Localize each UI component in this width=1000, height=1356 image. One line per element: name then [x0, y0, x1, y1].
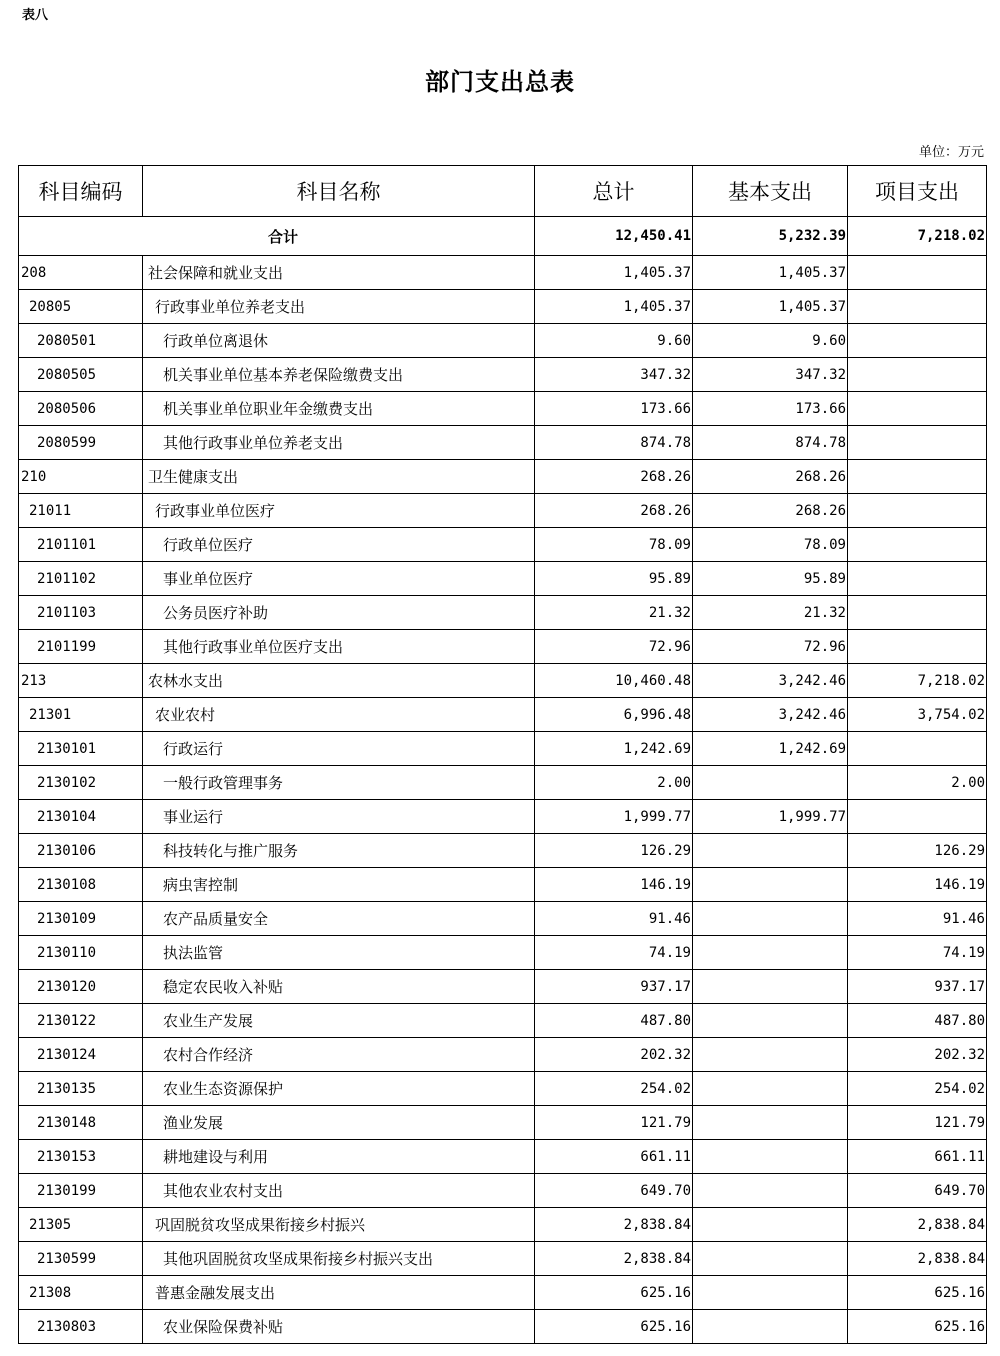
table-row — [19, 1140, 987, 1174]
row-code: 2080506 — [19, 392, 143, 426]
table-row — [19, 800, 987, 834]
row-total: 72.96 — [535, 630, 693, 664]
row-basic: 95.89 — [693, 562, 848, 596]
row-basic: 78.09 — [693, 528, 848, 562]
row-total: 202.32 — [535, 1038, 693, 1072]
row-code: 2130108 — [19, 868, 143, 902]
row-project — [848, 732, 987, 766]
row-project: 649.70 — [848, 1174, 987, 1208]
table-row — [19, 698, 987, 732]
row-basic: 268.26 — [693, 460, 848, 494]
row-name: 事业运行 — [143, 800, 535, 834]
row-total: 10,460.48 — [535, 664, 693, 698]
row-basic — [693, 1004, 848, 1038]
row-code: 2130135 — [19, 1072, 143, 1106]
row-total: 487.80 — [535, 1004, 693, 1038]
row-total: 1,405.37 — [535, 256, 693, 290]
row-project: 146.19 — [848, 868, 987, 902]
row-basic — [693, 834, 848, 868]
row-code: 2101103 — [19, 596, 143, 630]
row-basic — [693, 970, 848, 1004]
row-code: 21308 — [19, 1276, 143, 1310]
row-basic — [693, 1072, 848, 1106]
table-row — [19, 562, 987, 596]
row-name: 卫生健康支出 — [143, 460, 535, 494]
row-basic: 874.78 — [693, 426, 848, 460]
row-code: 2101101 — [19, 528, 143, 562]
row-total: 1,999.77 — [535, 800, 693, 834]
row-basic: 1,405.37 — [693, 256, 848, 290]
row-project — [848, 324, 987, 358]
row-project: 254.02 — [848, 1072, 987, 1106]
row-code: 2130124 — [19, 1038, 143, 1072]
table-row — [19, 664, 987, 698]
row-code: 2130803 — [19, 1310, 143, 1344]
row-code: 2080599 — [19, 426, 143, 460]
table-row — [19, 1072, 987, 1106]
row-total: 121.79 — [535, 1106, 693, 1140]
row-total: 2,838.84 — [535, 1208, 693, 1242]
table-row — [19, 494, 987, 528]
table-row — [19, 596, 987, 630]
table-row — [19, 1310, 987, 1344]
row-basic — [693, 1242, 848, 1276]
table-row — [19, 1106, 987, 1140]
row-code: 2130101 — [19, 732, 143, 766]
row-name: 行政运行 — [143, 732, 535, 766]
row-basic — [693, 1310, 848, 1344]
table-row — [19, 392, 987, 426]
row-project: 126.29 — [848, 834, 987, 868]
row-project — [848, 392, 987, 426]
row-name: 执法监管 — [143, 936, 535, 970]
row-total: 2,838.84 — [535, 1242, 693, 1276]
row-basic: 3,242.46 — [693, 698, 848, 732]
total-project: 7,218.02 — [848, 217, 987, 256]
row-total: 1,405.37 — [535, 290, 693, 324]
row-project: 2.00 — [848, 766, 987, 800]
row-code: 210 — [19, 460, 143, 494]
row-name: 行政单位离退休 — [143, 324, 535, 358]
total-row — [19, 217, 987, 256]
unit-label: 单位：万元 — [918, 145, 984, 160]
row-basic — [693, 868, 848, 902]
row-code: 2130106 — [19, 834, 143, 868]
table-row — [19, 834, 987, 868]
row-name: 一般行政管理事务 — [143, 766, 535, 800]
row-project — [848, 256, 987, 290]
row-total: 625.16 — [535, 1310, 693, 1344]
row-basic: 173.66 — [693, 392, 848, 426]
row-total: 625.16 — [535, 1276, 693, 1310]
row-name: 农产品质量安全 — [143, 902, 535, 936]
table-row — [19, 970, 987, 1004]
table-row — [19, 902, 987, 936]
row-project — [848, 290, 987, 324]
row-code: 2130104 — [19, 800, 143, 834]
row-name: 病虫害控制 — [143, 868, 535, 902]
row-name: 农业农村 — [143, 698, 535, 732]
row-name: 行政单位医疗 — [143, 528, 535, 562]
row-total: 21.32 — [535, 596, 693, 630]
row-project — [848, 596, 987, 630]
row-basic — [693, 936, 848, 970]
table-row — [19, 1208, 987, 1242]
row-name: 科技转化与推广服务 — [143, 834, 535, 868]
row-total: 661.11 — [535, 1140, 693, 1174]
row-name: 农业生态资源保护 — [143, 1072, 535, 1106]
row-total: 6,996.48 — [535, 698, 693, 732]
table-row — [19, 1174, 987, 1208]
row-basic: 268.26 — [693, 494, 848, 528]
row-basic: 72.96 — [693, 630, 848, 664]
row-total: 347.32 — [535, 358, 693, 392]
row-project — [848, 562, 987, 596]
row-project: 487.80 — [848, 1004, 987, 1038]
row-basic: 9.60 — [693, 324, 848, 358]
row-name: 公务员医疗补助 — [143, 596, 535, 630]
row-code: 2130148 — [19, 1106, 143, 1140]
row-code: 213 — [19, 664, 143, 698]
row-name: 其他行政事业单位养老支出 — [143, 426, 535, 460]
row-basic — [693, 1106, 848, 1140]
expenditure-table — [18, 165, 987, 1344]
table-row — [19, 460, 987, 494]
row-code: 21305 — [19, 1208, 143, 1242]
row-total: 874.78 — [535, 426, 693, 460]
row-code: 208 — [19, 256, 143, 290]
total-basic: 5,232.39 — [693, 217, 848, 256]
row-project — [848, 460, 987, 494]
column-header-name: 科目名称 — [143, 166, 535, 217]
row-basic — [693, 1208, 848, 1242]
row-code: 2130109 — [19, 902, 143, 936]
row-total: 254.02 — [535, 1072, 693, 1106]
row-project: 2,838.84 — [848, 1208, 987, 1242]
row-project: 121.79 — [848, 1106, 987, 1140]
row-name: 其他行政事业单位医疗支出 — [143, 630, 535, 664]
header-row — [19, 166, 987, 217]
row-code: 2130199 — [19, 1174, 143, 1208]
row-code: 2080501 — [19, 324, 143, 358]
row-total: 937.17 — [535, 970, 693, 1004]
row-basic — [693, 1174, 848, 1208]
row-total: 268.26 — [535, 494, 693, 528]
row-basic — [693, 1140, 848, 1174]
table-tag: 表八 — [22, 8, 49, 23]
table-row — [19, 1276, 987, 1310]
row-name: 事业单位医疗 — [143, 562, 535, 596]
row-code: 2130110 — [19, 936, 143, 970]
row-basic — [693, 1276, 848, 1310]
row-project: 3,754.02 — [848, 698, 987, 732]
row-basic: 1,999.77 — [693, 800, 848, 834]
table-row — [19, 426, 987, 460]
row-code: 2080505 — [19, 358, 143, 392]
row-name: 行政事业单位医疗 — [143, 494, 535, 528]
row-total: 2.00 — [535, 766, 693, 800]
row-total: 126.29 — [535, 834, 693, 868]
row-basic: 1,405.37 — [693, 290, 848, 324]
table-row — [19, 358, 987, 392]
row-name: 耕地建设与利用 — [143, 1140, 535, 1174]
row-name: 机关事业单位职业年金缴费支出 — [143, 392, 535, 426]
row-total: 146.19 — [535, 868, 693, 902]
row-code: 2130122 — [19, 1004, 143, 1038]
table-row — [19, 766, 987, 800]
page-title: 部门支出总表 — [425, 68, 575, 96]
row-name: 农业生产发展 — [143, 1004, 535, 1038]
row-total: 91.46 — [535, 902, 693, 936]
total-sum: 12,450.41 — [535, 217, 693, 256]
row-name: 农村合作经济 — [143, 1038, 535, 1072]
table-row — [19, 936, 987, 970]
table-row — [19, 1004, 987, 1038]
row-basic: 3,242.46 — [693, 664, 848, 698]
table-row — [19, 732, 987, 766]
table-row — [19, 324, 987, 358]
row-project: 661.11 — [848, 1140, 987, 1174]
row-total: 78.09 — [535, 528, 693, 562]
column-header-project: 项目支出 — [848, 166, 987, 217]
row-name: 农业保险保费补贴 — [143, 1310, 535, 1344]
table-row — [19, 256, 987, 290]
column-header-basic: 基本支出 — [693, 166, 848, 217]
row-total: 74.19 — [535, 936, 693, 970]
row-total: 173.66 — [535, 392, 693, 426]
row-name: 农林水支出 — [143, 664, 535, 698]
row-code: 21011 — [19, 494, 143, 528]
row-project — [848, 426, 987, 460]
row-project: 202.32 — [848, 1038, 987, 1072]
row-basic — [693, 1038, 848, 1072]
row-code: 2130153 — [19, 1140, 143, 1174]
row-code: 20805 — [19, 290, 143, 324]
row-name: 其他巩固脱贫攻坚成果衔接乡村振兴支出 — [143, 1242, 535, 1276]
row-code: 2101102 — [19, 562, 143, 596]
row-name: 渔业发展 — [143, 1106, 535, 1140]
table-row — [19, 1038, 987, 1072]
row-name: 普惠金融发展支出 — [143, 1276, 535, 1310]
table-row — [19, 1242, 987, 1276]
row-code: 2130102 — [19, 766, 143, 800]
row-project: 625.16 — [848, 1276, 987, 1310]
row-project: 937.17 — [848, 970, 987, 1004]
row-project — [848, 358, 987, 392]
table-row — [19, 868, 987, 902]
column-header-code: 科目编码 — [19, 166, 143, 217]
row-project: 7,218.02 — [848, 664, 987, 698]
row-total: 268.26 — [535, 460, 693, 494]
row-total: 9.60 — [535, 324, 693, 358]
row-name: 机关事业单位基本养老保险缴费支出 — [143, 358, 535, 392]
row-total: 1,242.69 — [535, 732, 693, 766]
row-name: 行政事业单位养老支出 — [143, 290, 535, 324]
row-basic: 21.32 — [693, 596, 848, 630]
row-project — [848, 494, 987, 528]
total-label: 合计 — [19, 217, 535, 256]
row-basic: 1,242.69 — [693, 732, 848, 766]
table-row — [19, 528, 987, 562]
row-total: 649.70 — [535, 1174, 693, 1208]
row-name: 社会保障和就业支出 — [143, 256, 535, 290]
row-basic: 347.32 — [693, 358, 848, 392]
row-code: 2101199 — [19, 630, 143, 664]
row-project — [848, 800, 987, 834]
row-code: 2130120 — [19, 970, 143, 1004]
row-name: 其他农业农村支出 — [143, 1174, 535, 1208]
row-basic — [693, 766, 848, 800]
row-basic — [693, 902, 848, 936]
table-row — [19, 290, 987, 324]
row-project — [848, 630, 987, 664]
table-row — [19, 630, 987, 664]
row-name: 稳定农民收入补贴 — [143, 970, 535, 1004]
row-project — [848, 528, 987, 562]
row-name: 巩固脱贫攻坚成果衔接乡村振兴 — [143, 1208, 535, 1242]
row-total: 95.89 — [535, 562, 693, 596]
row-project: 91.46 — [848, 902, 987, 936]
row-code: 21301 — [19, 698, 143, 732]
row-project: 74.19 — [848, 936, 987, 970]
row-project: 625.16 — [848, 1310, 987, 1344]
row-project: 2,838.84 — [848, 1242, 987, 1276]
column-header-total: 总计 — [535, 166, 693, 217]
row-code: 2130599 — [19, 1242, 143, 1276]
